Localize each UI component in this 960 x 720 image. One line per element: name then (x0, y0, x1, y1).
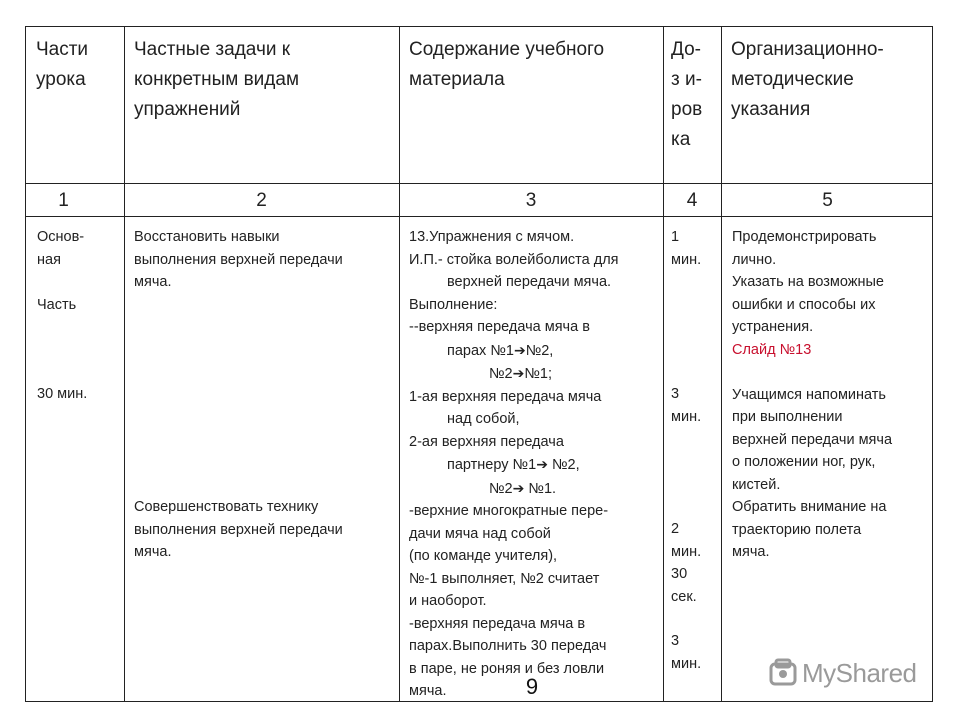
column-divider (124, 27, 125, 701)
text-line: И.П.- стойка волейболиста для (409, 251, 619, 268)
myshared-logo-icon (768, 658, 798, 688)
spacer-line (732, 361, 932, 384)
text-line: (по команде учителя), (409, 548, 558, 564)
dosage-1 (671, 226, 719, 271)
header-line: конкретным видам (134, 69, 300, 90)
column-number: 4 (686, 190, 698, 211)
text-fragment: №2, (525, 342, 554, 359)
text-line: Совершенствовать технику (134, 499, 319, 515)
text-line: ная (37, 251, 61, 268)
lesson-part-time: 30 мин. (37, 386, 88, 402)
text-line: парах.Выполнить 30 передач (409, 638, 607, 654)
text-line: Продемонстрировать (732, 229, 877, 245)
watermark-text: MyShared (802, 657, 917, 688)
text-line: --верхняя передача мяча в (409, 319, 590, 335)
text-line: мяча. (732, 544, 770, 560)
text-fragment: №1; (524, 366, 553, 382)
guidelines-content (732, 226, 932, 564)
text-line: мяча. (134, 274, 172, 290)
arrow-right-icon: ➔ (512, 365, 525, 381)
text-line: при выполнении (732, 409, 843, 425)
text-line (409, 362, 661, 386)
text-line: 1 (671, 229, 680, 245)
column-number: 1 (58, 190, 69, 211)
header-line: урока (36, 69, 86, 90)
header-guidelines (731, 35, 931, 125)
text-fragment: №1. (524, 480, 557, 497)
text-line: мяча. (409, 683, 447, 699)
text-line: устранения. (732, 319, 814, 335)
text-line: кистей. (732, 476, 781, 493)
text-line: мяча. (134, 544, 172, 560)
arrow-right-icon: ➔ (513, 341, 526, 358)
text-line: 13.Упражнения с мячом. (409, 229, 575, 245)
column-divider (721, 27, 722, 701)
task-improve-technique (134, 496, 396, 564)
header-lesson-parts (36, 35, 120, 95)
text-line: №-1 выполняет, №2 считает (409, 570, 600, 587)
text-fragment: партнеру №1 (447, 457, 537, 473)
text-line (409, 453, 661, 477)
text-line: 30 (671, 566, 688, 582)
text-line: сек. (671, 588, 697, 605)
text-line: Выполнение: (409, 296, 498, 313)
text-line: -верхние многократные пере- (409, 503, 609, 519)
header-line: ров (671, 99, 703, 120)
task-restore-skills (134, 226, 396, 294)
arrow-right-icon: ➔ (512, 479, 525, 496)
header-line: указания (731, 99, 811, 120)
text-line: -верхняя передача мяча в (409, 615, 586, 632)
text-line (409, 339, 661, 363)
text-fragment: парах №1 (447, 342, 514, 359)
row-divider (26, 183, 932, 184)
column-number: 2 (256, 190, 267, 211)
column-divider (399, 27, 400, 701)
header-line: Содержание учебного (409, 39, 605, 60)
row-divider (26, 216, 932, 217)
text-line: Указать на возможные (732, 274, 884, 290)
text-fragment: №2, (547, 457, 580, 473)
text-line: траекторию полета (732, 521, 862, 538)
text-line: Обратить внимание на (732, 499, 887, 515)
header-line: упражнений (134, 99, 241, 120)
header-line: ка (671, 129, 691, 150)
text-line: 3 (671, 633, 680, 649)
text-line: 1-ая верхняя передача мяча (409, 388, 602, 405)
page-number: 9 (525, 674, 539, 699)
text-line: лично. (732, 251, 777, 268)
text-line: мин. (671, 543, 702, 560)
header-tasks (134, 35, 394, 125)
header-line: Организационно- (731, 39, 884, 60)
column-divider (663, 27, 664, 701)
text-line: выполнения верхней передачи (134, 521, 343, 538)
text-line: мин. (671, 655, 702, 672)
lesson-plan-table (25, 26, 933, 702)
text-line: Учащимся напоминать (732, 386, 886, 403)
header-dosage (671, 35, 719, 155)
text-line: и наоборот. (409, 593, 487, 609)
text-line: 2 (671, 521, 680, 537)
text-line: над собой, (447, 411, 520, 427)
header-line: з и- (671, 69, 702, 90)
arrow-right-icon: ➔ (536, 456, 548, 472)
text-line: о положении ног, рук, (732, 454, 876, 470)
text-line: верхней передачи мяча. (447, 274, 612, 290)
text-line: выполнения верхней передачи (134, 251, 343, 268)
text-line: верхней передачи мяча (732, 431, 893, 448)
header-line: До- (671, 39, 701, 60)
text-line: Основ- (37, 229, 85, 245)
lesson-part-cell (37, 226, 121, 271)
header-line: Частные задачи к (134, 39, 291, 60)
text-line: Восстановить навыки (134, 229, 280, 245)
text-line: в паре, не роняя и без ловли (409, 660, 605, 677)
dosage-2 (671, 383, 719, 428)
header-line: Части (36, 39, 89, 60)
text-line: 3 (671, 386, 680, 402)
text-line: мин. (671, 251, 702, 268)
dosage-3 (671, 518, 719, 608)
dosage-4 (671, 630, 719, 675)
text-line: 2-ая верхняя передача (409, 433, 564, 450)
text-fragment: №2 (489, 366, 513, 382)
header-content (409, 35, 659, 95)
slide-reference: Слайд №13 (732, 341, 812, 358)
text-line: ошибки и способы их (732, 296, 876, 313)
lesson-part-label: Часть (37, 297, 77, 313)
watermark (768, 655, 917, 691)
text-line: мин. (671, 408, 702, 425)
text-fragment: №2 (489, 480, 513, 497)
header-line: методические (731, 69, 854, 90)
column-number: 3 (525, 190, 537, 211)
column-number: 5 (822, 190, 833, 211)
header-line: материала (409, 69, 505, 90)
exercise-content (409, 226, 661, 703)
text-line (409, 477, 661, 501)
text-line: дачи мяча над собой (409, 525, 551, 542)
